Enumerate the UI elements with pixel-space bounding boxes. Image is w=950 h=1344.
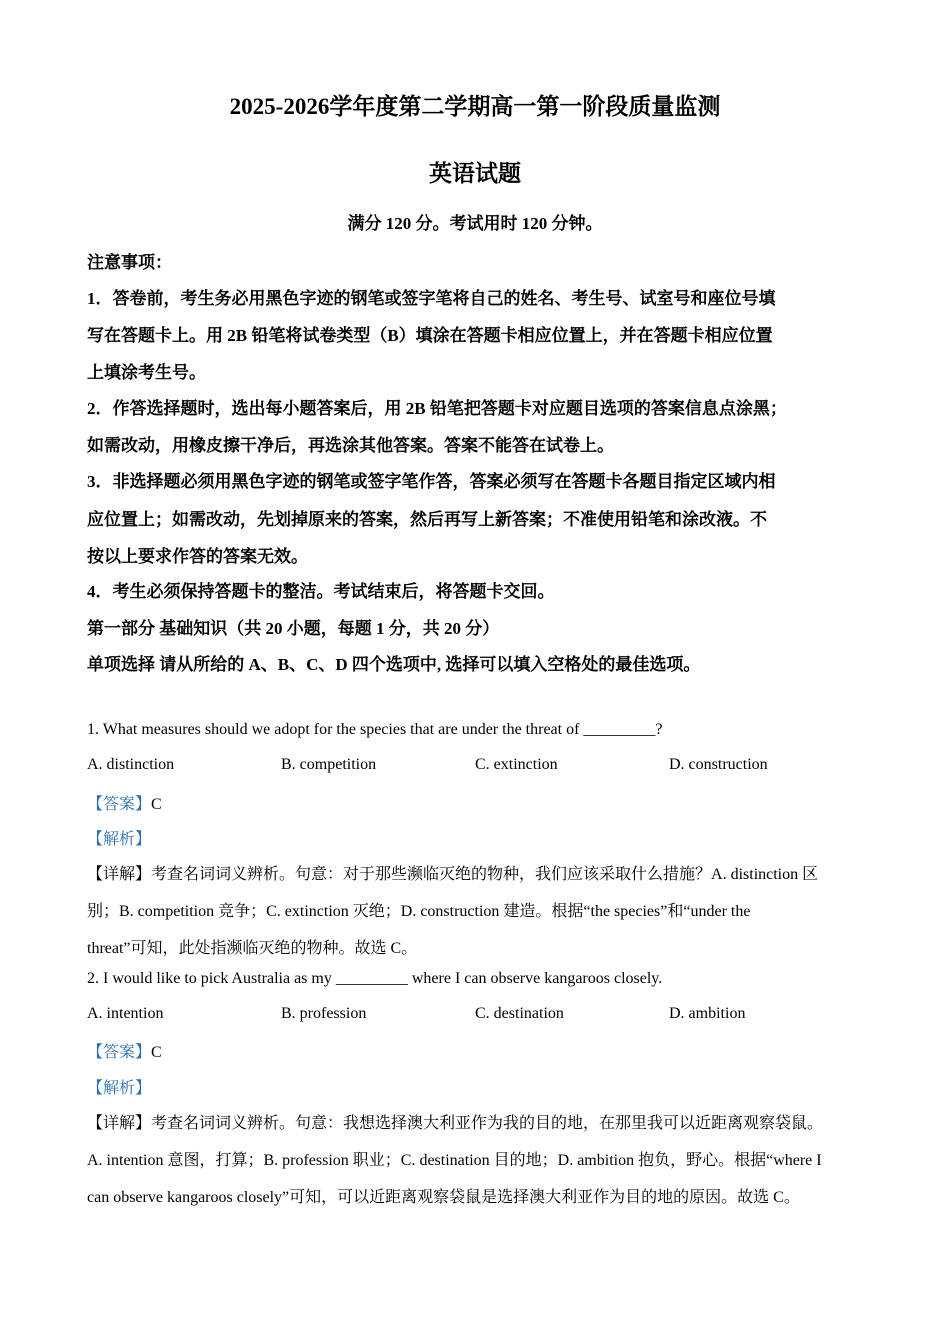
answer-value: C [151, 1044, 162, 1061]
section-instruction: 单项选择 请从所给的 A、B、C、D 四个选项中, 选择可以填入空格处的最佳选项。 [87, 655, 701, 674]
notice-line: 4．考生必须保持答题卡的整洁。考试结束后，将答题卡交回。 [87, 582, 555, 601]
section-part-heading: 第一部分 基础知识（共 20 小题，每题 1 分，共 20 分） [87, 619, 500, 638]
notice-heading: 注意事项： [87, 253, 172, 272]
detail-tag: 【详解】 [87, 1115, 152, 1132]
option-a: A. intention [87, 1005, 164, 1022]
answer-line [87, 1039, 863, 1062]
exam-title: 2025-2026学年度第二学期高一第一阶段质量监测 [229, 94, 721, 119]
question-stem: 2. I would like to pick Australia as my _________ where I can observe kangaroos closely. [87, 970, 663, 987]
option-b: B. competition [281, 756, 377, 773]
subject-title: 英语试题 [429, 161, 521, 186]
analysis-tag: 【解析】 [87, 831, 152, 848]
detail-line: can observe kangaroos closely”可知，可以近距离观察袋鼠是选择澳大利亚作为目的地的原因。故选 C。 [87, 1189, 800, 1206]
notice-line: 3．非选择题必须用黑色字迹的钢笔或签字笔作答，答案必须写在答题卡各题目指定区域内相 [87, 472, 776, 491]
detail-line: threat”可知，此处指濒临灭绝的物种。故选 C。 [87, 940, 418, 957]
detail-line: 别；B. competition 竞争；C. extinction 灭绝；D. construction 建造。根据“the species”和“under the [87, 903, 751, 920]
score-time: 满分 120 分。考试用时 120 分钟。 [347, 214, 603, 233]
option-c: C. destination [475, 1005, 564, 1022]
analysis-line [87, 826, 863, 849]
notice-line: 2．作答选择题时，选出每小题答案后，用 2B 铅笔把答题卡对应题目选项的答案信息点涂黑； [87, 399, 787, 418]
detail-text: 考查名词词义辨析。句意：对于那些濒临灭绝的物种，我们应该采取什么措施？A. distinction 区 [151, 866, 819, 883]
answer-line [87, 791, 863, 814]
answer-value: C [151, 796, 162, 813]
analysis-line [87, 1075, 863, 1098]
option-c: C. extinction [475, 756, 558, 773]
analysis-tag: 【解析】 [87, 1080, 152, 1097]
question-stem: 1. What measures should we adopt for the species that are under the threat of _________? [87, 721, 663, 738]
detail-line [87, 1110, 863, 1133]
option-a: A. distinction [87, 756, 175, 773]
notice-line: 写在答题卡上。用 2B 铅笔将试卷类型（B）填涂在答题卡相应位置上，并在答题卡相应位置 [87, 326, 773, 345]
notice-line: 应位置上；如需改动，先划掉原来的答案，然后再写上新答案；不准使用铅笔和涂改液。不 [87, 510, 767, 529]
detail-line: A. intention 意图，打算；B. profession 职业；C. destination 目的地；D. ambition 抱负，野心。根据“where I [87, 1152, 822, 1169]
notice-line: 1．答卷前，考生务必用黑色字迹的钢笔或签字笔将自己的姓名、考生号、试室号和座位号填 [87, 289, 776, 308]
option-b: B. profession [281, 1005, 367, 1022]
detail-line [87, 861, 863, 884]
notice-line: 如需改动，用橡皮擦干净后，再选涂其他答案。答案不能答在试卷上。 [87, 436, 614, 455]
answer-tag: 【答案】 [87, 1044, 152, 1061]
option-d: D. ambition [669, 1005, 746, 1022]
notice-line: 上填涂考生号。 [87, 363, 206, 382]
notice-line: 按以上要求作答的答案无效。 [87, 547, 308, 566]
answer-tag: 【答案】 [87, 796, 152, 813]
option-d: D. construction [669, 756, 768, 773]
detail-text: 考查名词词义辨析。句意：我想选择澳大利亚作为我的目的地，在那里我可以近距离观察袋鼠。 [151, 1115, 824, 1132]
detail-tag: 【详解】 [87, 866, 152, 883]
